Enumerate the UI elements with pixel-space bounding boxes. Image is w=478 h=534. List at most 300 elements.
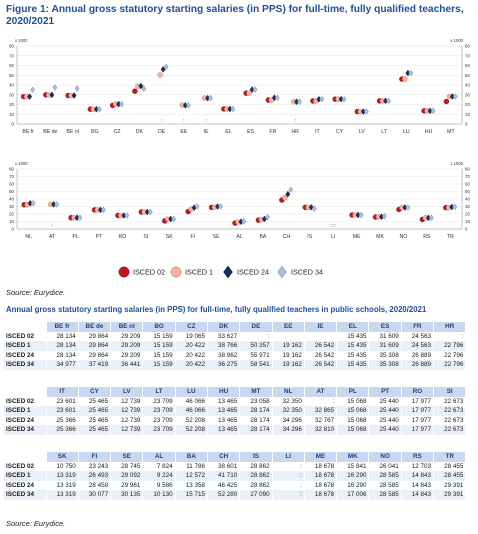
unit-label-right: x 1000 [450, 38, 463, 43]
table-row [4, 332, 466, 342]
column-header: NL [272, 387, 304, 397]
table-cell: 19 065 [175, 332, 207, 342]
table-cell: 11 786 [175, 462, 207, 472]
table-cell: 14 843 [401, 490, 433, 500]
table-cell: 10 130 [143, 490, 175, 500]
salary-table-block-1 [4, 322, 466, 370]
point-i34 [431, 108, 435, 114]
x-tick-label: CH [282, 234, 291, 240]
point-i34 [231, 106, 235, 112]
table-title: Annual gross statutory starting salaries (in PPS) for full-time, fully qualified teachers in public schools, 2020/2021 [6, 305, 427, 314]
table-cell: 32 350 [272, 406, 304, 416]
y-tick-label-right: 70 [465, 53, 470, 59]
table-cell: 52 208 [175, 416, 207, 426]
table-cell: 16 290 [337, 471, 369, 481]
x-tick-label: FR [269, 129, 277, 135]
table-cell: 23 601 [46, 406, 78, 416]
table-cell: 14 843 [401, 481, 433, 491]
table-row [4, 351, 466, 361]
column-header: BG [143, 322, 175, 332]
table-cell: 28 455 [434, 471, 466, 481]
column-header: SE [111, 452, 143, 462]
point-i34 [342, 96, 346, 102]
table-cell: 25 440 [369, 397, 401, 407]
figure-source: Source: Eurydice. [6, 288, 66, 297]
unit-label-right: x 1000 [450, 161, 463, 166]
table-cell: 25 465 [78, 406, 110, 416]
x-tick-label: CY [336, 129, 344, 135]
table-cell: 46 066 [175, 397, 207, 407]
x-tick-label: AL [236, 234, 243, 240]
column-header: CZ [175, 322, 207, 332]
y-tick-label-left: 20 [9, 211, 14, 217]
x-tick-label: PL [72, 234, 79, 240]
column-header: IT [46, 387, 78, 397]
column-header: LT [143, 387, 175, 397]
x-tick-label: BE de [43, 129, 58, 135]
table-cell: 32 810 [304, 425, 336, 435]
table-header-row [4, 387, 466, 397]
y-tick-label-right: 60 [465, 63, 470, 69]
table-cell: 23 058 [240, 397, 272, 407]
x-tick-label: AT [49, 234, 56, 240]
table-cell: 23 709 [143, 416, 175, 426]
point-i34 [364, 109, 368, 115]
column-header: PT [369, 387, 401, 397]
table-cell: 28 862 [240, 481, 272, 491]
table-cell: 22 673 [434, 425, 466, 435]
point-i34 [297, 99, 301, 105]
table-row [4, 481, 466, 491]
table-cell: 25 366 [46, 416, 78, 426]
point-i34 [386, 98, 390, 104]
not-applicable-mark: : [205, 118, 207, 124]
x-tick-label: SK [165, 234, 173, 240]
table-cell: 28 745 [111, 462, 143, 472]
legend-label: ISCED 34 [291, 267, 323, 277]
x-tick-label: BE fr [22, 129, 34, 135]
column-header: BE de [78, 322, 110, 332]
x-tick-label: BE nl [66, 129, 79, 135]
point-i1 [282, 195, 287, 200]
x-tick-label: BA [259, 234, 267, 240]
not-applicable-mark: : [51, 223, 53, 229]
column-header: ME [304, 452, 336, 462]
table-cell: 22 673 [434, 416, 466, 426]
not-applicable-mark: : [183, 118, 185, 124]
y-tick-label-left: 50 [9, 72, 14, 78]
table-cell: 15 159 [143, 351, 175, 361]
x-tick-label: DK [135, 129, 143, 135]
y-tick-label-left: 80 [9, 43, 14, 49]
table-cell: 34 977 [46, 360, 78, 370]
table-cell: 27 090 [240, 490, 272, 500]
y-tick-label-right: 50 [465, 72, 470, 78]
salary-table-block-2 [4, 387, 466, 435]
column-header: BE nl [111, 322, 143, 332]
table-cell: 15 435 [337, 341, 369, 351]
point-i34 [186, 102, 190, 108]
column-header: DK [207, 322, 239, 332]
table-header-row [4, 322, 466, 332]
table-cell: 26 889 [401, 351, 433, 361]
table-cell: 17 977 [401, 425, 433, 435]
row-label: ISCED 02 [4, 332, 46, 342]
y-tick-label-right: 20 [465, 102, 470, 108]
y-tick-label-right: 20 [465, 211, 470, 217]
table-cell: 36 441 [111, 360, 143, 370]
column-header: FR [401, 322, 433, 332]
y-tick-label-right: 10 [465, 111, 470, 117]
table-cell: 29 209 [111, 341, 143, 351]
table-cell: 29 864 [78, 332, 110, 342]
row-label: ISCED 24 [4, 481, 46, 491]
table-cell: 22 796 [434, 360, 466, 370]
table-cell: 28 174 [240, 406, 272, 416]
x-tick-label: ME [352, 234, 361, 240]
table-cell: 31 609 [369, 332, 401, 342]
row-label: ISCED 34 [4, 360, 46, 370]
legend-marker-i02 [119, 267, 129, 277]
column-header: PL [337, 387, 369, 397]
column-header: DE [240, 322, 272, 332]
table-cell: 13 319 [46, 490, 78, 500]
table-cell: 28 585 [369, 481, 401, 491]
y-tick-label-left: 50 [9, 189, 14, 195]
row-label: ISCED 1 [4, 341, 46, 351]
column-header: TR [434, 452, 466, 462]
y-tick-label-left: 0 [11, 121, 14, 127]
column-header: AT [304, 387, 336, 397]
column-header: RO [401, 387, 433, 397]
table-cell: 32 767 [304, 416, 336, 426]
x-tick-label: EL [225, 129, 232, 135]
column-header: FI [78, 452, 110, 462]
row-label: ISCED 34 [4, 490, 46, 500]
table-row [4, 416, 466, 426]
table-cell: : [272, 471, 304, 481]
table-cell: 23 243 [78, 462, 110, 472]
table-cell: 19 162 [272, 360, 304, 370]
x-tick-label: FI [190, 234, 195, 240]
table-row [4, 406, 466, 416]
column-header: LV [111, 387, 143, 397]
table-cell: 26 542 [304, 341, 336, 351]
table-cell: 50 357 [240, 341, 272, 351]
y-tick-label-right: 50 [465, 189, 470, 195]
table-cell: 32 865 [304, 406, 336, 416]
table-cell: 25 465 [78, 425, 110, 435]
table-cell: 18 678 [304, 490, 336, 500]
table-row [4, 360, 466, 370]
point-i34 [429, 215, 433, 221]
table-cell: 16 290 [337, 481, 369, 491]
table-cell: 10 750 [46, 462, 78, 472]
y-tick-label-right: 70 [465, 174, 470, 180]
point-i34 [125, 213, 129, 219]
table-cell: 25 440 [369, 425, 401, 435]
x-tick-label: HR [291, 129, 299, 135]
table-cell: 28 862 [240, 462, 272, 472]
table-cell: 55 971 [240, 351, 272, 361]
table-cell: 22 796 [434, 351, 466, 361]
table-source: Source: Eurydice. [6, 519, 66, 528]
unit-label-left: x 1000 [15, 161, 28, 166]
row-label: ISCED 02 [4, 462, 46, 472]
column-header: EE [272, 322, 304, 332]
point-i34 [75, 85, 79, 91]
table-cell: 12 739 [111, 406, 143, 416]
y-tick-label-right: 30 [465, 92, 470, 98]
y-tick-label-left: 60 [9, 63, 14, 69]
table-cell: : [272, 490, 304, 500]
y-tick-label-left: 70 [9, 53, 14, 59]
y-tick-label-left: 40 [9, 82, 14, 88]
table-cell: 23 709 [143, 425, 175, 435]
table-cell: 15 159 [143, 341, 175, 351]
column-header: LI [272, 452, 304, 462]
table-cell: : [304, 397, 336, 407]
table-cell: 28 862 [240, 471, 272, 481]
table-row [4, 397, 466, 407]
table-corner-cell [4, 322, 46, 332]
table-cell: 25 465 [78, 397, 110, 407]
table-cell: 23 709 [143, 397, 175, 407]
x-tick-label: LI [331, 234, 336, 240]
table-cell: 19 162 [272, 341, 304, 351]
table-cell: 29 209 [111, 351, 143, 361]
table-cell: : [434, 332, 466, 342]
table-cell: 34 296 [272, 416, 304, 426]
x-tick-label: NO [399, 234, 408, 240]
table-cell: 26 889 [401, 360, 433, 370]
table-cell: 20 422 [175, 351, 207, 361]
x-tick-label: PT [95, 234, 103, 240]
table-cell: 17 006 [337, 490, 369, 500]
x-tick-label: LV [358, 129, 365, 135]
table-cell: 12 703 [401, 462, 433, 472]
y-tick-label-right: 30 [465, 204, 470, 210]
table-cell: 26 542 [304, 351, 336, 361]
table-cell: 15 068 [337, 416, 369, 426]
x-tick-label: TR [446, 234, 454, 240]
column-header: IS [240, 452, 272, 462]
point-i02 [444, 99, 449, 104]
table-cell: 17 977 [401, 406, 433, 416]
table-cell: 23 709 [143, 406, 175, 416]
table-cell: : [272, 462, 304, 472]
point-i34 [101, 207, 105, 213]
row-label: ISCED 24 [4, 351, 46, 361]
x-tick-label: LU [403, 129, 410, 135]
x-tick-label: IS [307, 234, 313, 240]
unit-label-left: x 1000 [15, 38, 28, 43]
table-cell: 25 366 [46, 425, 78, 435]
table-cell: 15 159 [143, 360, 175, 370]
table-cell: 35 308 [369, 360, 401, 370]
table-cell: 13 358 [175, 481, 207, 491]
legend-label: ISCED 1 [185, 267, 213, 277]
point-i34 [406, 205, 410, 211]
y-tick-label-left: 40 [9, 196, 14, 202]
row-label: ISCED 34 [4, 425, 46, 435]
table-header-row [4, 452, 466, 462]
x-tick-label: IE [203, 129, 209, 135]
point-i34 [453, 204, 457, 210]
table-cell: 18 678 [304, 471, 336, 481]
table-cell: 15 159 [143, 332, 175, 342]
table-cell: 26 542 [304, 360, 336, 370]
column-header: ES [369, 322, 401, 332]
table-cell: 12 739 [111, 397, 143, 407]
x-tick-label: NL [25, 234, 33, 240]
table-cell: 29 391 [434, 490, 466, 500]
table-cell: 13 319 [46, 481, 78, 491]
not-applicable-mark: : [160, 118, 163, 124]
table-cell: 18 678 [304, 462, 336, 472]
point-i02 [132, 89, 137, 94]
table-row [4, 341, 466, 351]
table-cell: 12 739 [111, 416, 143, 426]
x-tick-label: HU [424, 129, 433, 135]
table-cell: 20 422 [175, 341, 207, 351]
column-header: IE [304, 322, 336, 332]
row-label: ISCED 1 [4, 471, 46, 481]
table-cell: 30 077 [78, 490, 110, 500]
y-tick-label-right: 40 [465, 196, 470, 202]
table-cell: 15 068 [337, 406, 369, 416]
y-tick-label-right: 10 [465, 219, 470, 225]
table-cell: 38 962 [207, 351, 239, 361]
table-cell: 46 066 [175, 406, 207, 416]
y-tick-label-right: 0 [465, 121, 468, 127]
legend-marker-i1 [171, 267, 181, 277]
x-tick-label: DE [158, 129, 166, 135]
y-tick-label-left: 20 [9, 102, 14, 108]
x-tick-label: EE [180, 129, 188, 135]
row-label: ISCED 24 [4, 416, 46, 426]
table-cell: 25 440 [369, 406, 401, 416]
x-tick-label: MK [376, 234, 384, 240]
x-tick-label: SI [143, 234, 149, 240]
table-cell: 46 425 [207, 481, 239, 491]
column-header: HR [434, 322, 466, 332]
table-cell: 33 627 [207, 332, 239, 342]
table-cell: 28 458 [78, 481, 110, 491]
table-cell: 20 422 [175, 360, 207, 370]
column-header: MT [240, 387, 272, 397]
y-tick-label-left: 70 [9, 174, 14, 180]
y-tick-label-right: 80 [465, 166, 470, 172]
row-label: ISCED 02 [4, 397, 46, 407]
y-tick-label-left: 0 [11, 226, 14, 232]
y-tick-label-left: 10 [9, 219, 14, 225]
table-cell: 17 977 [401, 397, 433, 407]
table-cell: 26 041 [369, 462, 401, 472]
table-cell: 18 678 [304, 481, 336, 491]
y-tick-label-left: 30 [9, 92, 14, 98]
x-tick-label: MT [447, 129, 455, 135]
table-cell: 29 391 [434, 481, 466, 491]
table-cell: : [240, 332, 272, 342]
table-cell: 29 209 [111, 332, 143, 342]
table-cell: : [272, 481, 304, 491]
point-i34 [218, 203, 222, 209]
y-tick-label-left: 30 [9, 204, 14, 210]
table-cell: 25 440 [369, 416, 401, 426]
point-i34 [275, 95, 279, 101]
table-cell: 22 796 [434, 341, 466, 351]
x-tick-label: SE [212, 234, 220, 240]
point-i34 [208, 95, 212, 101]
table-cell [272, 332, 304, 342]
table-cell: 28 174 [240, 416, 272, 426]
table-cell: 29 864 [78, 341, 110, 351]
not-applicable-mark: :::: [330, 223, 337, 229]
point-i34 [253, 87, 257, 93]
table-cell: 14 843 [401, 471, 433, 481]
table-cell: 9 224 [143, 471, 175, 481]
table-cell: 15 068 [337, 397, 369, 407]
table-corner-cell [4, 452, 46, 462]
table-cell: 41 710 [207, 471, 239, 481]
table-row [4, 471, 466, 481]
point-i34 [242, 218, 246, 224]
column-header: HU [207, 387, 239, 397]
table-cell: 15 435 [337, 332, 369, 342]
table-cell: 15 435 [337, 351, 369, 361]
point-i34 [119, 101, 123, 107]
table-cell: 13 465 [207, 397, 239, 407]
table-cell: 29 961 [111, 481, 143, 491]
table-cell: 22 673 [434, 397, 466, 407]
y-tick-label-left: 60 [9, 181, 14, 187]
y-tick-label-right: 60 [465, 181, 470, 187]
x-tick-label: ES [247, 129, 255, 135]
table-cell: 28 134 [46, 351, 78, 361]
table-cell: 15 715 [175, 490, 207, 500]
table-cell: 28 134 [46, 332, 78, 342]
table-cell: 34 296 [272, 425, 304, 435]
column-header: RS [401, 452, 433, 462]
point-i34 [453, 94, 457, 100]
table-cell: 31 609 [369, 341, 401, 351]
point-i34 [30, 87, 34, 93]
point-i1 [402, 77, 407, 82]
column-header: BE fr [46, 322, 78, 332]
table-cell: 15 841 [337, 462, 369, 472]
table-cell: 13 319 [46, 471, 78, 481]
point-i34 [78, 215, 82, 221]
y-tick-label-left: 10 [9, 111, 14, 117]
column-header: AL [143, 452, 175, 462]
column-header: CY [78, 387, 110, 397]
table-cell: 17 977 [401, 416, 433, 426]
point-i34 [97, 106, 101, 112]
table-cell: 28 585 [369, 471, 401, 481]
table-cell: 24 563 [401, 332, 433, 342]
table-cell: 22 673 [434, 406, 466, 416]
legend-marker-i34 [278, 266, 287, 278]
legend-label: ISCED 02 [133, 267, 165, 277]
column-header: BA [175, 452, 207, 462]
table-row [4, 462, 466, 472]
table-cell: 15 435 [337, 360, 369, 370]
table-row [4, 490, 466, 500]
legend-label: ISCED 24 [237, 267, 269, 277]
table-cell: 32 350 [272, 397, 304, 407]
table-cell [304, 332, 336, 342]
